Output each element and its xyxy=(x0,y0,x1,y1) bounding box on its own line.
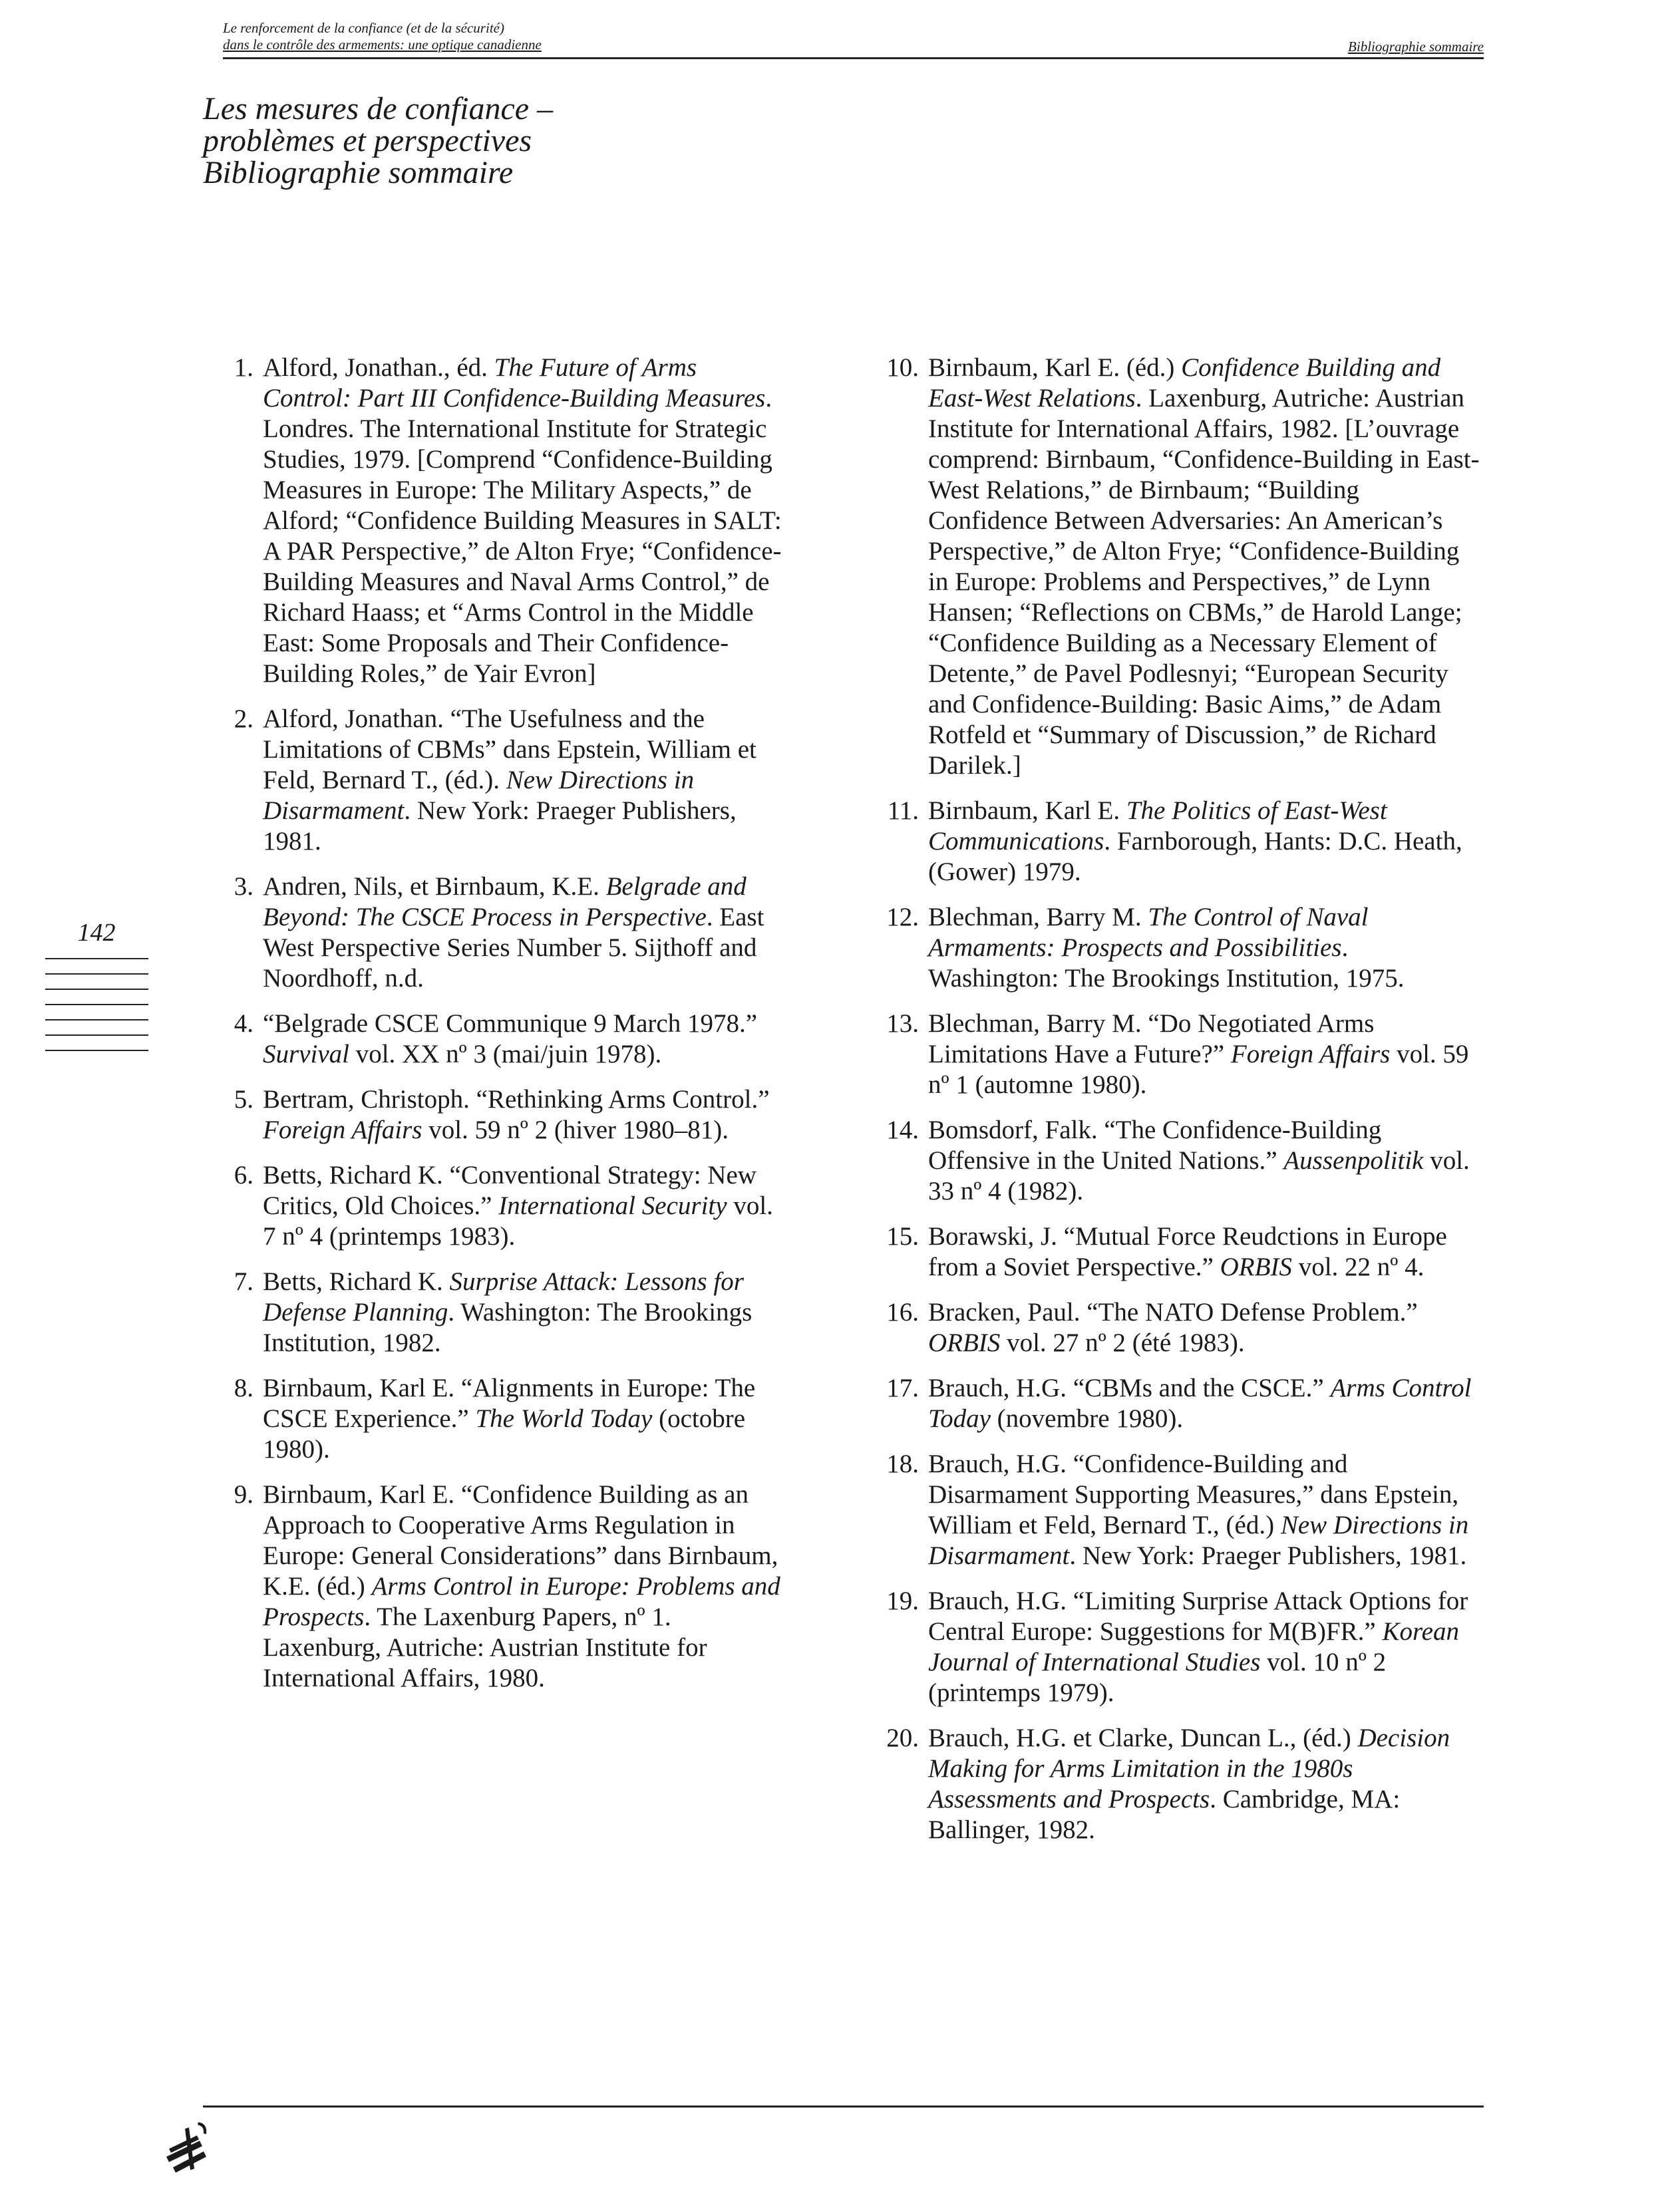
margin-rules xyxy=(45,958,148,1065)
running-header-line2: dans le contrôle des armements: une optique canadienne xyxy=(223,37,542,53)
entry-number: 2. xyxy=(234,704,253,733)
entry-text: Brauch, H.G. “CBMs and the CSCE.” Arms Control Today (novembre 1980). xyxy=(928,1374,1472,1433)
entry-text: Bertram, Christoph. “Rethinking Arms Control.” Foreign Affairs vol. 59 nº 2 (hiver 1980–81). xyxy=(263,1085,770,1144)
entry-number: 5. xyxy=(234,1085,253,1114)
entry-number: 8. xyxy=(234,1374,253,1402)
entry-text: Borawski, J. “Mutual Force Reudctions in Europe from a Soviet Perspective.” ORBIS vol. 22 nº 4. xyxy=(928,1222,1447,1281)
bibliography-entry xyxy=(203,1084,788,1146)
margin-rule xyxy=(45,1034,148,1036)
entry-text: Birnbaum, Karl E. “Confidence Building as an Approach to Cooperative Arms Regulation in Europe: General Considerations” dans Birnbaum, K.E. (éd.) Arms Control in Europe: Problems and Prospects. The Laxenburg Papers, nº 1. Laxenburg, Autriche: Austrian Institute for International Affairs, 1980. xyxy=(263,1480,780,1692)
entry-text: Brauch, H.G. “Limiting Surprise Attack Options for Central Europe: Suggestions for M(B)FR.” Korean Journal of International Studies vol. 10 nº 2 (printemps 1979). xyxy=(928,1587,1468,1707)
entry-number: 3. xyxy=(234,872,253,901)
entry-text: Birnbaum, Karl E. “Alignments in Europe: The CSCE Experience.” The World Today (octobre 1980). xyxy=(263,1374,756,1464)
bibliography-column-left xyxy=(203,353,788,1708)
bibliography-column-right xyxy=(862,353,1484,1860)
margin-rule xyxy=(45,973,148,975)
bibliography-entry xyxy=(862,1373,1484,1434)
entry-number: 9. xyxy=(234,1480,253,1509)
title-line3: Bibliographie sommaire xyxy=(203,155,514,190)
entry-number: 7. xyxy=(234,1267,253,1296)
bibliography-entry xyxy=(862,1115,1484,1207)
footer-rule xyxy=(203,2106,1484,2108)
bibliography-entry xyxy=(203,871,788,994)
entry-text: Bracken, Paul. “The NATO Defense Problem.” ORBIS vol. 27 nº 2 (été 1983). xyxy=(928,1298,1418,1357)
entry-number: 13. xyxy=(886,1009,919,1038)
entry-number: 12. xyxy=(886,903,919,931)
entry-number: 19. xyxy=(886,1587,919,1615)
entry-text: Birnbaum, Karl E. The Politics of East-West Communications. Farnborough, Hants: D.C. Heath, (Gower) 1979. xyxy=(928,796,1462,886)
running-header-line1: Le renforcement de la confiance (et de la sécurité) xyxy=(223,20,504,36)
margin-rule xyxy=(45,1050,148,1051)
entry-number: 4. xyxy=(234,1009,253,1038)
bibliography-entry xyxy=(862,902,1484,994)
entry-text: “Belgrade CSCE Communique 9 March 1978.” Survival vol. XX nº 3 (mai/juin 1978). xyxy=(263,1009,758,1068)
bibliography-entry xyxy=(862,1297,1484,1358)
entry-text: Betts, Richard K. Surprise Attack: Lessons for Defense Planning. Washington: The Brookings Institution, 1982. xyxy=(263,1267,753,1357)
entry-text: Andren, Nils, et Birnbaum, K.E. Belgrade and Beyond: The CSCE Process in Perspective. East West Perspective Series Number 5. Sijthoff and Noordhoff, n.d. xyxy=(263,872,764,993)
entry-text: Blechman, Barry M. The Control of Naval Armaments: Prospects and Possibilities. Washington: The Brookings Institution, 1975. xyxy=(928,903,1405,993)
bibliography-entry xyxy=(862,1723,1484,1845)
bibliography-entry xyxy=(862,796,1484,887)
margin-rule xyxy=(45,989,148,990)
bibliography-entry xyxy=(203,1009,788,1070)
entry-text: Brauch, H.G. et Clarke, Duncan L., (éd.) Decision Making for Arms Limitation in the 1980s Assessments and Prospects. Cambridge, MA: Ballinger, 1982. xyxy=(928,1724,1450,1844)
entry-number: 14. xyxy=(886,1116,919,1144)
bibliography-entry xyxy=(862,1009,1484,1100)
running-header-section: Bibliographie sommaire xyxy=(1348,39,1484,55)
entry-number: 18. xyxy=(886,1450,919,1478)
entry-text: Bomsdorf, Falk. “The Confidence-Building Offensive in the United Nations.” Aussenpolitik vol. 33 nº 4 (1982). xyxy=(928,1116,1470,1205)
bibliography-entry xyxy=(862,1586,1484,1708)
entry-number: 6. xyxy=(234,1161,253,1189)
page-title xyxy=(203,93,553,189)
bibliography-entry xyxy=(203,1373,788,1465)
bibliography-entry xyxy=(862,1221,1484,1283)
entry-text: Alford, Jonathan. “The Usefulness and the Limitations of CBMs” dans Epstein, William et Feld, Bernard T., (éd.). New Directions in Disarmament. New York: Praeger Publishers, 1981. xyxy=(263,704,756,856)
running-header xyxy=(223,20,542,53)
bibliography-entry xyxy=(203,1160,788,1252)
margin-rule xyxy=(45,1004,148,1005)
bibliography-entry xyxy=(203,1480,788,1694)
entry-text: Betts, Richard K. “Conventional Strategy: New Critics, Old Choices.” International Security vol. 7 nº 4 (printemps 1983). xyxy=(263,1161,773,1251)
bibliography-entry xyxy=(862,1449,1484,1571)
entry-number: 15. xyxy=(886,1222,919,1251)
bibliography-entry xyxy=(203,353,788,689)
title-line2: problèmes et perspectives xyxy=(203,123,532,158)
header-rule xyxy=(223,57,1484,59)
entry-number: 20. xyxy=(886,1724,919,1752)
bibliography-entry xyxy=(203,704,788,857)
entry-number: 10. xyxy=(886,353,919,382)
margin-rule xyxy=(45,958,148,959)
entry-text: Alford, Jonathan., éd. The Future of Arms Control: Part III Confidence-Building Measures. Londres. The International Institute for Strategic Studies, 1979. [Comprend “Confidence-Building Measures in Europe: The Military Aspects,” de Alford; “Confidence Building Measures in SALT: A PAR Perspective,” de Alton Frye; “Confidence-Building Measures and Naval Arms Control,” de Richard Haass; et “Arms Control in the Middle East: Some Proposals and Their Confidence-Building Roles,” de Yair Evron] xyxy=(263,353,782,688)
entry-text: Blechman, Barry M. “Do Negotiated Arms Limitations Have a Future?” Foreign Affairs vol. 59 nº 1 (automne 1980). xyxy=(928,1009,1469,1099)
entry-number: 11. xyxy=(887,796,919,825)
entry-number: 1. xyxy=(234,353,253,382)
entry-text: Brauch, H.G. “Confidence-Building and Disarmament Supporting Measures,” dans Epstein, William et Feld, Bernard T., (éd.) New Directions in Disarmament. New York: Praeger Publishers, 1981. xyxy=(928,1450,1469,1570)
page-number: 142 xyxy=(77,919,116,947)
entry-number: 17. xyxy=(886,1374,919,1402)
bibliography-entry xyxy=(203,1267,788,1358)
maple-leaf-logo-icon xyxy=(160,2115,220,2179)
title-line1: Les mesures de confiance – xyxy=(203,91,554,126)
entry-number: 16. xyxy=(886,1298,919,1327)
bibliography-entry xyxy=(862,353,1484,781)
entry-text: Birnbaum, Karl E. (éd.) Confidence Building and East-West Relations. Laxenburg, Autriche: Austrian Institute for International Affairs, 1982. [L’ouvrage comprend: Birnbaum, “Confidence-Building in East-West Relations,” de Birnbaum; “Building Confidence Between Adversaries: An American’s Perspective,” de Alton Frye; “Confidence-Building in Europe: Problems and Perspectives,” de Lynn Hansen; “Reflections on CBMs,” de Harold Lange; “Confidence Building as a Necessary Element of Detente,” de Pavel Podlesnyi; “European Security and Confidence-Building: Basic Aims,” de Adam Rotfeld et “Summary of Discussion,” de Richard Darilek.] xyxy=(928,353,1480,780)
margin-rule xyxy=(45,1019,148,1020)
